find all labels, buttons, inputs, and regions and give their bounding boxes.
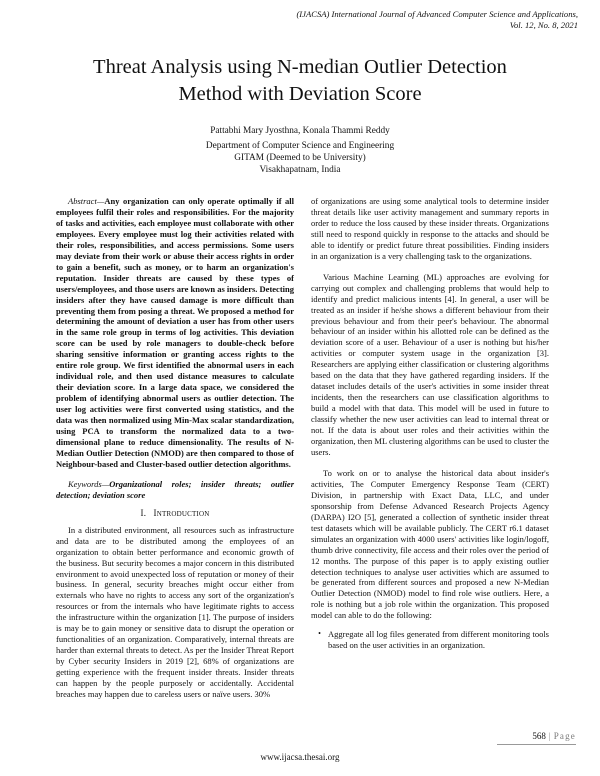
bullet-text: Aggregate all log files generated from different monitoring tools based on the user activities in an organization. [328,629,549,651]
abstract-label: Abstract [68,196,97,206]
author-block [0,125,600,176]
intro-paragraph: In a distributed environment, all resources such as infrastructure and data are to be distributed among the employees of an organization to obtain better performance and economic growth of the business. But security becomes a major concern in this distributed environment to avoid unexpected loss of reputation or money of their business. In general, security breaches might occur either from externals who have no rights to access any sort of the organization's resources or from the internals who have legitimate rights to access the infrastructure within the organization [1]. The purpose of insiders is may be to gain money or sensitive data to disrupt the operation or functionalities of an organization. Comparatively, internal threats are harder than external threats to detect. As per the Insider Threat Report by Cyber security Insiders in 2019 [2], 68% of organizations are getting experience with the frequent insider threats. Insider threats can happen by the people purposely or accidentally. Accidental breaches may happen due to careless users or naïve users. 30% [56,524,294,699]
abstract-dash: — [96,196,105,206]
paper-title-line-2: Method with Deviation Score [178,83,422,105]
bullet-marker: • [318,629,321,639]
author-institution: GITAM (Deemed to be University) [234,153,366,163]
journal-citation: (IJACSA) International Journal of Advanced Computer Science and Applications, [296,9,578,19]
page-word: Page [553,731,576,741]
page-rule-divider [497,744,576,745]
footer-url[interactable]: www.ijacsa.thesai.org [260,752,340,762]
right-column [311,196,549,651]
section-heading-initial: I [153,507,157,518]
section-heading-introduction [56,508,294,520]
page-separator: | [548,731,551,741]
page-number [532,731,576,741]
cert-paragraph: To work on or to analyse the historical data about insider's activities, The Computer Emergency Response Team (CERT) Division, in partnership with Exact Data, LLC, and under sponsorship from Defense Advanced Research Projects Agency (DARPA) I2O [5], generated a collection of synthetic insider threat test datasets which will be available publicly. The CERT r6.1 dataset simulates an organization with 4000 users' activities like login/logoff, thumb drive connectivity, file access and their roles over the period of 12 months. The purpose of this paper is to apply existing outlier detection techniques to analyse user activities which are assumed to be generated from different sources and proposed a new N-Median Outlier Detection (NMOD) model to find role wise outliers. Here, a role is nothing but a job role within the organization. This proposed model can able to do the following: [311,467,549,621]
keywords-dash: — [101,478,110,489]
intro-continuation-paragraph: of organizations are using some analytical tools to determine insider threat details like user activity management and summary reports in order to reduce the loss caused by these insider threats. Organizations still need to respond quickly in response to the attacks and should be able to identify or predict future threat possibilities. Finding insiders in an organization is a very challenging task to the organizations. [311,196,549,261]
abstract-text: Any organization can only operate optimally if all employees fulfil their roles and responsibilities. For the majority of tasks and activities, each employee must collaborate with other employees. Every employee must log their activities related with their roles, responsibilities, and access permissions. Some users may deviate from their work or abuse their access rights in order to gain a benefit, such as money, or to harm an organization's reputation. Insider threats are caused by these types of users/employees, and those users are known as insiders. Detecting insiders after they have caused damage is more difficult than preventing them from posing a threat. We proposed a method for determining the amount of deviation a user has from other users in the same role group in terms of log activities. This deviation score can be used by role managers to double-check before sharing sensitive information or granting access rights to the entire role group. We first identified the abnormal users in each individual role, and then used distance measures to calculate their deviation score. In a large data space, we considered the problem of identifying abnormal users as outlier detection. The user log activities were first converted using statistics, and the data was then normalized using Min-Max scalar standardization, using PCA to transform the normalized data to a two-dimensional plane to reduce dimensionality. The results of N-Median Outlier Detection (NMOD) are then compared to those of Neighbour-based and Cluster-based outlier detection algorithms. [56,196,294,469]
paper-title-line-1: Threat Analysis using N-median Outlier Detection [93,56,507,78]
journal-volume: Vol. 12, No. 8, 2021 [509,20,578,30]
section-numeral: I. [140,507,147,518]
author-city: Visakhapatnam, India [259,165,341,175]
keywords-label: Keywords [68,478,102,489]
keywords-text: Organizational roles; insider threats; outlier detection; deviation score [56,478,294,500]
paper-title [40,54,560,108]
author-names: Pattabhi Mary Jyosthna, Konala Thammi Reddy [210,126,390,136]
left-column [56,196,294,700]
contribution-bullet [311,629,549,651]
journal-header [296,9,578,31]
ml-paragraph: Various Machine Learning (ML) approaches are evolving for carrying out complex and challenging problems that would help to identify and predict malicious intents [4]. In general, a user will be treated as an insider if he/she shows a different behaviour from their previous behaviour and from their peer's behaviour. The abnormal behaviour of an insider within his allotted role can be defined as the deviation score of a user. Behaviour of a user is nothing but his/her activities or computer system usage in the organization [3]. Researchers are applying either classification or clustering algorithms based on the data that they have gathered regarding insiders. If the dataset includes details of the user's activities in some insider threat incidents, then the researchers can use classification algorithms to build a model with that data. This model will be used in future to classify whether the new user activities can lead to internal threat or not. If the data is about user roles and their activities within the organization, then ML clustering algorithms can be used to cluster the users. [311,271,549,457]
keywords [56,479,294,501]
page-number-value: 568 [532,731,546,741]
author-department: Department of Computer Science and Engineering [205,141,395,151]
abstract [56,196,294,470]
section-heading-rest: NTRODUCTION [156,509,210,518]
